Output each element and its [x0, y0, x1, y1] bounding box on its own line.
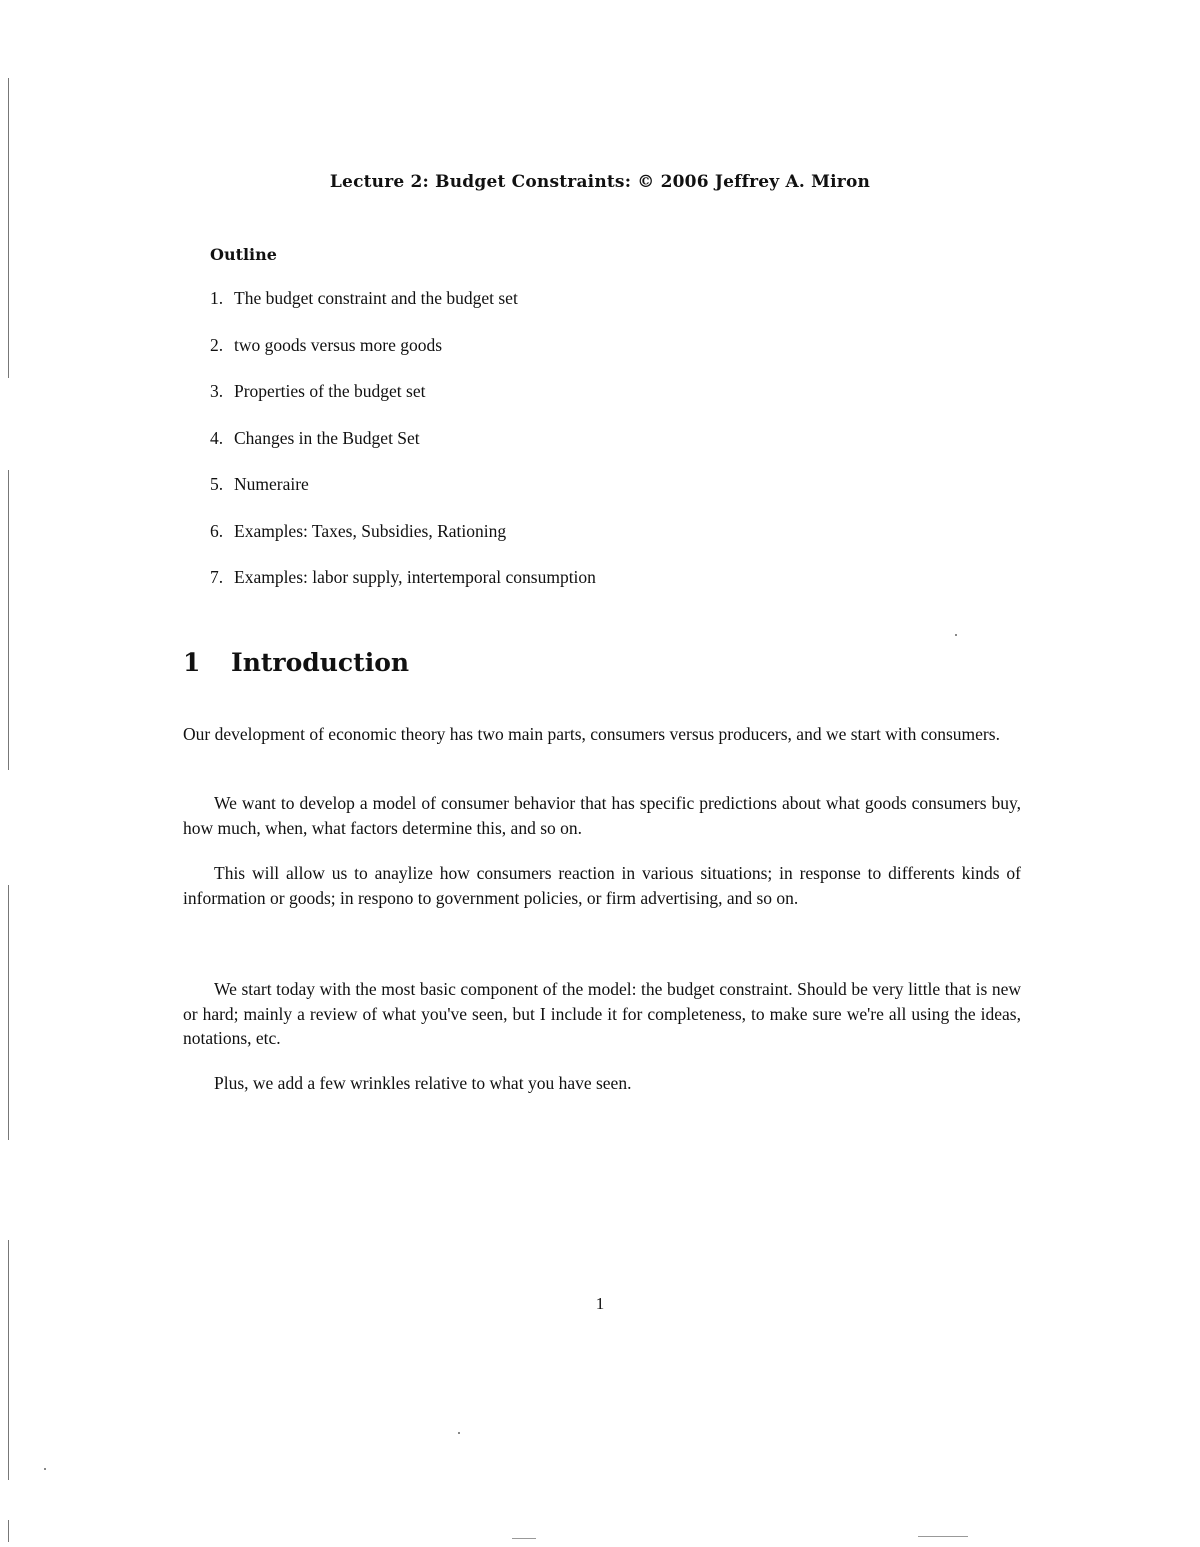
paragraph: We start today with the most basic component of the model: the budget constraint. Should be very little that is new or hard; mainly a review of what you've seen, but I include it for completeness, to make sure we're all using the ideas, notations, etc. [183, 979, 1021, 1048]
outline-item-text: Examples: labor supply, intertemporal consumption [234, 567, 596, 587]
outline-item [210, 474, 596, 521]
outline-item-number: 3. [210, 381, 224, 401]
scan-edge-mark [8, 78, 9, 378]
scan-edge-mark [8, 1520, 9, 1542]
scan-speck [44, 1468, 46, 1470]
scan-edge-mark [8, 470, 9, 770]
outline-list [210, 288, 596, 614]
outline-item-text: Properties of the budget set [234, 381, 426, 401]
scan-speck [512, 1538, 536, 1539]
outline-item [210, 521, 596, 568]
outline-item-number: 4. [210, 427, 224, 448]
outline-item-text: Changes in the Budget Set [234, 427, 420, 448]
paragraph: Plus, we add a few wrinkles relative to what you have seen. [214, 1073, 632, 1093]
paragraph: Our development of economic theory has two main parts, consumers versus producers, and we start with consumers. [183, 724, 1000, 744]
page-number: 1 [595, 1294, 605, 1313]
outline-item [210, 428, 596, 475]
scan-speck [955, 634, 957, 636]
outline-item-number: 1. [210, 288, 224, 308]
section-number: 1 [183, 648, 201, 677]
section-title: Introduction [231, 648, 410, 677]
outline-item-number: 5. [210, 474, 224, 494]
scan-speck [458, 1432, 460, 1434]
outline-item-number: 6. [210, 520, 224, 541]
scan-edge-mark [8, 1240, 9, 1480]
outline-item [210, 288, 596, 335]
scan-edge-mark [8, 885, 9, 1140]
outline-item-text: The budget constraint and the budget set [234, 288, 518, 308]
scan-speck [918, 1536, 968, 1537]
paragraph: This will allow us to anaylize how consumers reaction in various situations; in response to differents kinds of information or goods; in respono to government policies, or firm advertising, and so on. [183, 863, 1021, 908]
outline-heading: Outline [210, 245, 277, 264]
outline-item-text: two goods versus more goods [234, 334, 443, 355]
outline-item [210, 381, 596, 428]
section-heading [183, 648, 409, 677]
outline-item-text: Examples: Taxes, Subsidies, Rationing [234, 520, 507, 541]
paragraph: We want to develop a model of consumer behavior that has specific predictions about what goods consumers buy, how much, when, what factors determine this, and so on. [183, 793, 1021, 838]
outline-item-number: 7. [210, 567, 224, 587]
outline-item [210, 567, 596, 614]
outline-item-text: Numeraire [234, 474, 309, 494]
outline-item-number: 2. [210, 334, 224, 355]
document-title: Lecture 2: Budget Constraints: © 2006 Jeffrey A. Miron [329, 172, 871, 192]
outline-item [210, 335, 596, 382]
